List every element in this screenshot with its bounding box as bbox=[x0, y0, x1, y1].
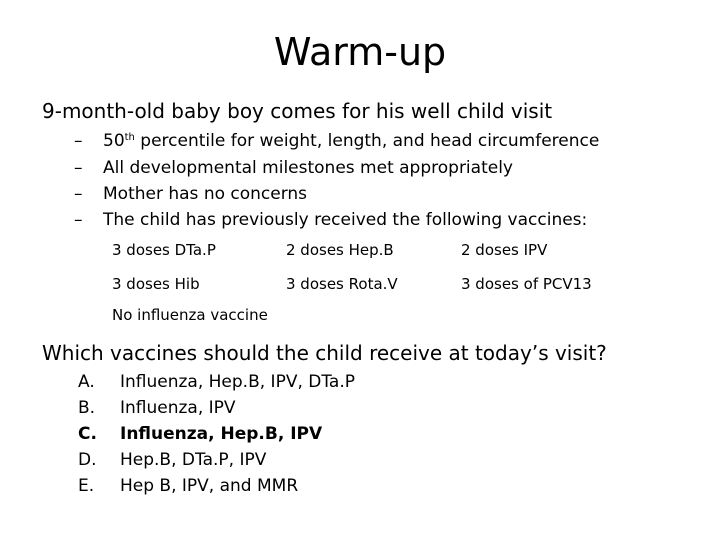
bullet-dash: – bbox=[74, 210, 83, 230]
bullet-growth-sup: th bbox=[124, 132, 135, 143]
bullet-vaccines-text: The child has previously received the following vaccines: bbox=[103, 210, 588, 230]
option-letter: C. bbox=[78, 424, 97, 444]
vaccine-pcv13: 3 doses of PCV13 bbox=[461, 275, 592, 293]
bullet-dash: – bbox=[74, 131, 83, 151]
option-letter: B. bbox=[78, 398, 96, 418]
option-text: Influenza, Hep.B, IPV bbox=[120, 424, 323, 444]
bullet-milestones bbox=[74, 156, 513, 180]
option-letter: E. bbox=[78, 476, 95, 496]
option-letter: A. bbox=[78, 372, 95, 392]
vaccine-dtap: 3 doses DTa.P bbox=[112, 241, 216, 259]
bullet-dash: – bbox=[74, 184, 83, 204]
option-b bbox=[78, 396, 236, 420]
bullet-milestones-text: All developmental milestones met appropriately bbox=[103, 158, 513, 178]
case-intro: 9-month-old baby boy comes for his well child visit bbox=[42, 99, 553, 123]
bullet-dash: – bbox=[74, 158, 83, 178]
option-text: Influenza, Hep.B, IPV, DTa.P bbox=[120, 372, 355, 392]
bullet-concerns bbox=[74, 182, 307, 206]
question-prompt: Which vaccines should the child receive at today’s visit? bbox=[42, 341, 607, 365]
option-letter: D. bbox=[78, 450, 97, 470]
vaccine-hib: 3 doses Hib bbox=[112, 275, 200, 293]
no-influenza-note: No influenza vaccine bbox=[112, 306, 268, 324]
slide-title: Warm-up bbox=[273, 30, 447, 74]
vaccine-hepb: 2 doses Hep.B bbox=[286, 241, 394, 259]
bullet-growth-number: 50 bbox=[103, 131, 125, 151]
bullet-vaccines bbox=[74, 208, 587, 232]
bullet-growth bbox=[74, 129, 599, 153]
option-text: Hep B, IPV, and MMR bbox=[120, 476, 299, 496]
vaccine-rotav: 3 doses Rota.V bbox=[286, 275, 398, 293]
option-text: Influenza, IPV bbox=[120, 398, 236, 418]
option-a bbox=[78, 370, 355, 394]
bullet-growth-text: percentile for weight, length, and head circumference bbox=[134, 131, 600, 151]
bullet-concerns-text: Mother has no concerns bbox=[103, 184, 308, 204]
option-c bbox=[78, 422, 322, 446]
option-d bbox=[78, 448, 266, 472]
vaccine-ipv: 2 doses IPV bbox=[461, 241, 548, 259]
option-text: Hep.B, DTa.P, IPV bbox=[120, 450, 267, 470]
option-e bbox=[78, 474, 298, 498]
